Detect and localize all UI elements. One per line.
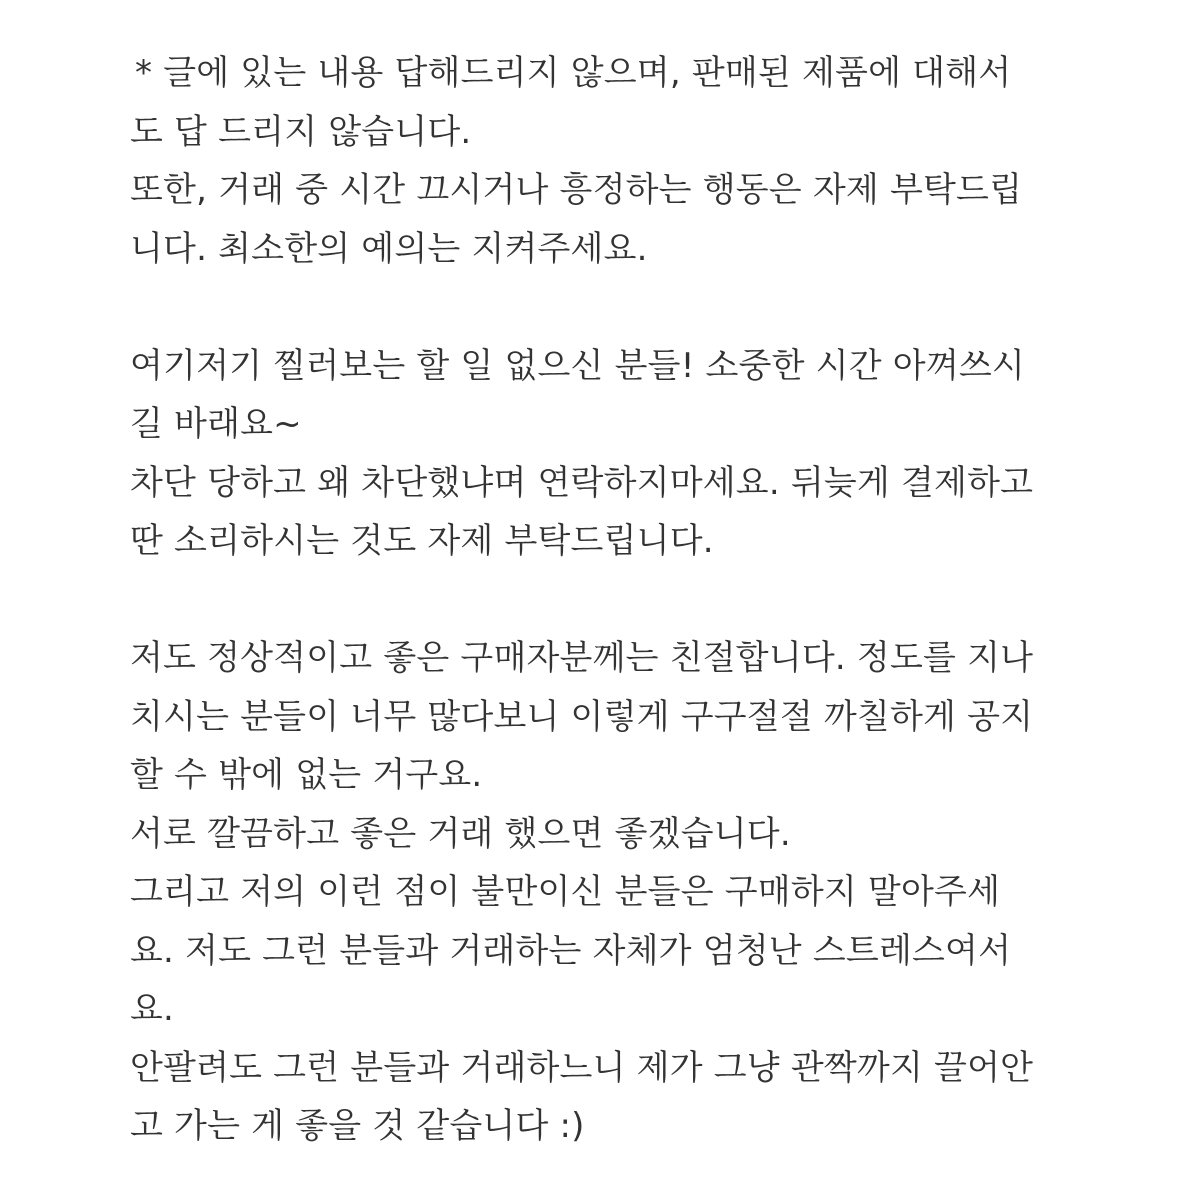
notice-line-13: 할 수 밖에 없는 거구요. <box>130 755 483 795</box>
notice-line-4: 니다. 최소한의 예의는 지켜주세요. <box>130 228 648 269</box>
notice-line-1: * 글에 있는 내용 답해드리지 않으며, 판매된 제품에 대해서 <box>135 53 1012 93</box>
notice-line-12: 치시는 분들이 너무 많다보니 이렇게 구구절절 까칠하게 공지 <box>130 696 1034 737</box>
notice-line-16: 요. 저도 그런 분들과 거래하는 자체가 엄청난 스트레스여서 <box>130 930 1012 971</box>
notice-line-15: 그리고 저의 이런 점이 불만이신 분들은 구매하지 말아주세 <box>130 872 1001 912</box>
notice-line-6: 여기저기 찔러보는 할 일 없으신 분들! 소중한 시간 아껴쓰시 <box>130 345 1025 386</box>
notice-line-2: 도 답 드리지 않습니다. <box>130 111 472 152</box>
notice-line-3: 또한, 거래 중 시간 끄시거나 흥정하는 행동은 자제 부탁드립 <box>130 170 1023 210</box>
notice-line-19: 고 가는 게 좋을 것 같습니다 :) <box>130 1106 585 1146</box>
notice-line-14: 서로 깔끔하고 좋은 거래 했으면 좋겠습니다. <box>130 813 791 854</box>
paragraph-gap-1 <box>130 278 1200 337</box>
notice-line-9: 딴 소리하시는 것도 자제 부탁드립니다. <box>130 521 714 561</box>
notice-line-7: 길 바래요~ <box>130 404 302 444</box>
paragraph-gap-2 <box>130 571 1200 630</box>
notice-line-8: 차단 당하고 왜 차단했냐며 연락하지마세요. 뒤늦게 결제하고 <box>130 462 1034 503</box>
notice-line-18: 안팔려도 그런 분들과 거래하느니 제가 그냥 관짝까지 끌어안 <box>130 1047 1034 1088</box>
notice-line-11: 저도 정상적이고 좋은 구매자분께는 친절합니다. 정도를 지나 <box>130 638 1034 678</box>
notice-line-17: 요. <box>130 989 175 1029</box>
